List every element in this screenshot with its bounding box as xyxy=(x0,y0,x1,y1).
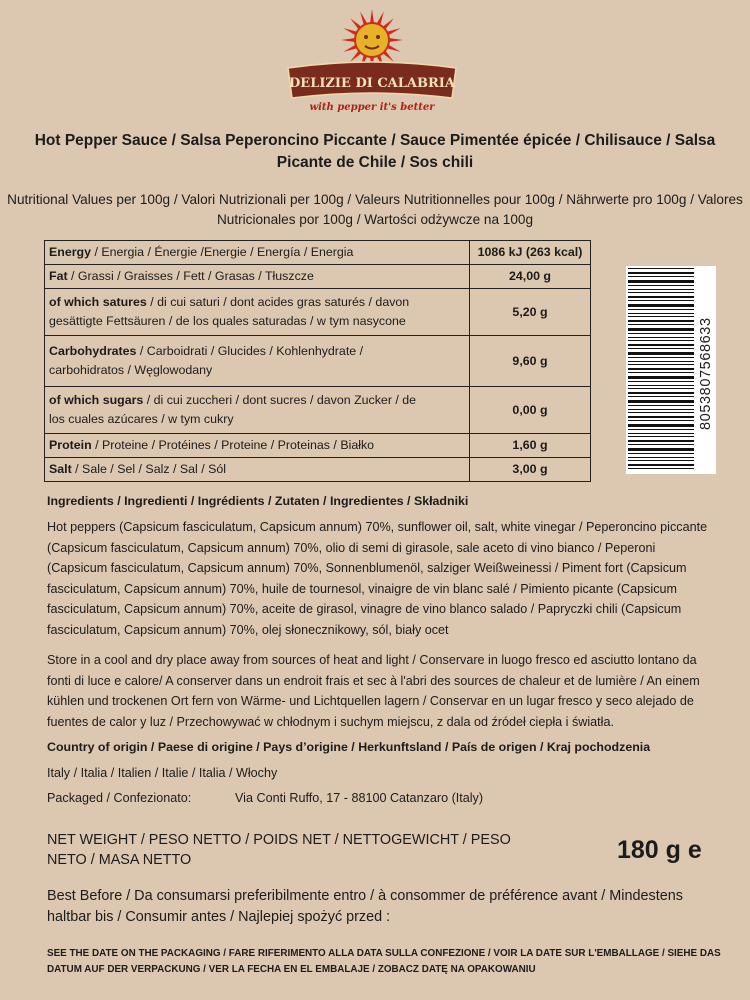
nutrient-value: 9,60 g xyxy=(470,336,591,387)
nutrition-row-energy xyxy=(45,241,591,265)
brand-banner xyxy=(288,62,456,98)
nutrient-name: of which satures xyxy=(49,295,147,309)
packaged-address: Via Conti Ruffo, 17 - 88100 Catanzaro (Italy) xyxy=(235,791,484,805)
nutrient-translations: / di cui zuccheri / dont sucres / davon Zucker / de los cuales azúcares / w tym cukry xyxy=(49,393,417,426)
nutrient-value: 0,00 g xyxy=(470,387,591,434)
origin-text: Italy / Italia / Italien / Italie / Italia / Włochy xyxy=(47,766,278,780)
nutrition-row-carbohydrates xyxy=(45,336,591,387)
nutrient-translations: / Proteine / Protéines / Proteine / Proteinas / Białko xyxy=(91,438,375,452)
nutrient-name: Carbohydrates xyxy=(49,344,137,358)
nutrition-subtitle: Nutritional Values per 100g / Valori Nutrizionali per 100g / Valeurs Nutritionnelles pour 100g / Nährwerte pro 100g / Valores Nutricionales por 100g / Wartości odżywcze na 100g xyxy=(7,192,743,227)
nutrition-row-salt xyxy=(45,458,591,482)
origin-heading: Country of origin / Paese di origine / Pays d’origine / Herkunftsland / País de origen / Kraj pochodzenia xyxy=(47,740,651,754)
nutrient-translations: / Carboidrati / Glucides / Kohlenhydrate / carbohidratos / Węglowodany xyxy=(49,344,364,377)
nutrient-name: of which sugars xyxy=(49,393,144,407)
packaged-label: Packaged / Confezionato: xyxy=(47,791,192,805)
storage-text: Store in a cool and dry place away from sources of heat and light / Conservare in luogo fresco ed asciutto lontano da fonti di luce e calore/ A conserver dans un endroit frais et sec à l'abri des sources de chaleur et de lumière / An einem kühlen und trockenen Ort fern von Wärme- und Lichtquellen lagern / Conservar en un lugar fresco y seco alejado de fuentes de calor y luz / Przechowywać w chłodnym i suchym miejscu, z dala od źródeł ciepła i światła. xyxy=(47,653,700,729)
nutrient-translations: / Sale / Sel / Salz / Sal / Sól xyxy=(71,462,227,476)
nutrition-row-sugars xyxy=(45,387,591,434)
nutrient-translations: / Grassi / Graisses / Fett / Grasas / Tłuszcze xyxy=(67,269,314,283)
product-title: Hot Pepper Sauce / Salsa Peperoncino Piccante / Sauce Pimentée épicée / Chilisauce / Salsa Picante de Chile / Sos chili xyxy=(34,132,716,171)
svg-text:DELIZIE DI CALABRIA: DELIZIE DI CALABRIA xyxy=(289,76,455,91)
net-weight-value: 180 g e xyxy=(617,836,702,864)
net-weight-label: NET WEIGHT / PESO NETTO / POIDS NET / NETTOGEWICHT / PESO NETO / MASA NETTO xyxy=(47,832,511,868)
see-date-notice: SEE THE DATE ON THE PACKAGING / FARE RIFERIMENTO ALLA DATA SULLA CONFEZIONE / VOIR LA DATE SUR L'EMBALLAGE / SIEHE DAS DATUM AUF DER VERPACKUNG / VER LA FECHA EN EL EMBALAJE / ZOBACZ DATĘ NA OPAKOWANIU xyxy=(47,948,721,975)
nutrient-value: 5,20 g xyxy=(470,289,591,336)
svg-text:with pepper it's better: with pepper it's better xyxy=(309,102,435,113)
barcode-number: 8053807568633 xyxy=(696,276,716,472)
nutrient-name: Salt xyxy=(49,462,72,476)
nutrient-value: 3,00 g xyxy=(470,458,591,482)
nutrient-translations: / di cui saturi / dont acides gras saturés / davon gesättigte Fettsäuren / de los quales saturadas / w tym nasycone xyxy=(49,295,410,328)
nutrition-row-protein xyxy=(45,434,591,458)
nutrient-translations: / Energia / Énergie /Energie / Energía / Energia xyxy=(91,245,354,259)
nutrient-value: 24,00 g xyxy=(470,265,591,289)
nutrient-name: Fat xyxy=(49,269,68,283)
delizie-di-calabria-logo xyxy=(284,6,460,116)
nutrient-name: Protein xyxy=(49,438,92,452)
nutrition-table xyxy=(44,240,591,482)
nutrient-value: 1086 kJ (263 kcal) xyxy=(470,241,591,265)
nutrient-name: Energy xyxy=(49,245,92,259)
nutrition-row-fat xyxy=(45,265,591,289)
nutrient-value: 1,60 g xyxy=(470,434,591,458)
ingredients-text: Hot peppers (Capsicum fasciculatum, Capsicum annum) 70%, sunflower oil, salt, white vinegar / Peperoncino piccante (Capsicum fasciculatum, Capsicum annum) 70%, olio di semi di girasole, sale aceto di vino bianco / Peperoni (Capsicum fasciculatum, Capsicum annum) 70%, Sonnenblumenöl, salziger Weißweinessi / Piment fort (Capsicum fasciculatum, Capsicum annum) 70%, huile de tournesol, vinaigre de vin blanc salé / Pimiento picante (Capsicum fasciculatum, Capsicum annum) 70%, aceite de girasol, vinagre de vino blanco salado / Papryczki chili (Capsicum fasciculatum, Capsicum annum) 70%, olej słonecznikowy, sól, biały ocet xyxy=(47,520,708,637)
best-before-text: Best Before / Da consumarsi preferibilmente entro / à consommer de préférence avant / Mindestens haltbar bis / Consumir antes / Najlepiej spożyć przed : xyxy=(47,888,683,925)
nutrition-row-saturates xyxy=(45,289,591,336)
ingredients-heading: Ingredients / Ingredienti / Ingrédients / Zutaten / Ingredientes / Składniki xyxy=(47,494,469,508)
